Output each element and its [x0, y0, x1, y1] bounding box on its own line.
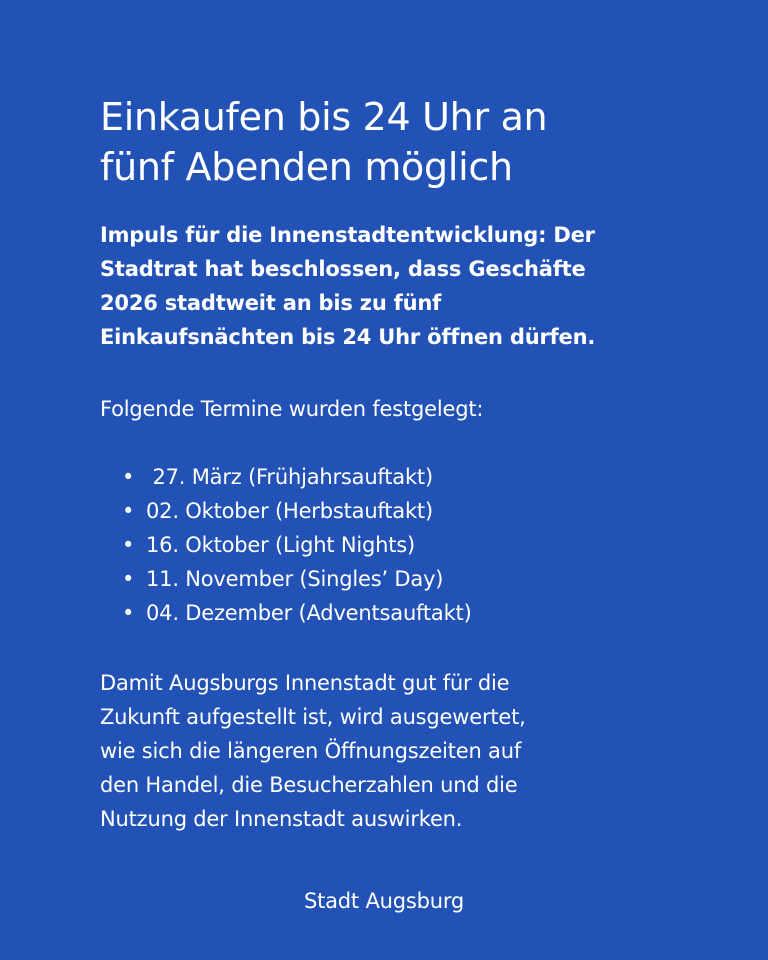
date-text: 11. November (Singles’ Day) — [146, 567, 444, 591]
closing-paragraph — [100, 666, 700, 836]
lead-paragraph — [100, 218, 700, 354]
date-text: 16. Oktober (Light Nights) — [146, 533, 416, 557]
publisher-signature: Stadt Augsburg — [303, 889, 465, 913]
closing-line-5: Nutzung der Innenstadt auswirken. — [100, 807, 463, 831]
date-item — [122, 528, 700, 562]
closing-line-4: den Handel, die Besucherzahlen und die — [100, 773, 518, 797]
closing-line-3: wie sich die längeren Öffnungszeiten auf — [100, 739, 522, 763]
date-text: 04. Dezember (Adventsauftakt) — [146, 601, 472, 625]
lead-line-3: 2026 stadtweit an bis zu fünf — [100, 291, 442, 315]
date-item — [122, 460, 700, 494]
post-content — [100, 92, 700, 836]
bullet-icon: • — [122, 533, 135, 557]
lead-line-1: Impuls für die Innenstadtentwicklung: Der — [100, 223, 595, 247]
closing-line-1: Damit Augsburgs Innenstadt gut für die — [100, 671, 510, 695]
dates-intro: Folgende Termine wurden festgelegt: — [100, 397, 484, 421]
headline — [100, 92, 700, 192]
date-item — [122, 596, 700, 630]
closing-line-2: Zukunft aufgestellt ist, wird ausgewertet, — [100, 705, 526, 729]
bullet-icon: • — [122, 567, 135, 591]
bullet-icon: • — [122, 499, 135, 523]
bullet-icon: • — [122, 601, 135, 625]
headline-line-2: fünf Abenden möglich — [100, 145, 513, 189]
lead-line-2: Stadtrat hat beschlossen, dass Geschäfte — [100, 257, 586, 281]
lead-line-4: Einkaufsnächten bis 24 Uhr öffnen dürfen. — [100, 325, 596, 349]
dates-list — [100, 460, 700, 630]
date-item — [122, 494, 700, 528]
headline-line-1: Einkaufen bis 24 Uhr an — [100, 95, 548, 139]
date-text: 27. März (Frühjahrsauftakt) — [146, 465, 433, 489]
date-item — [122, 562, 700, 596]
date-text: 02. Oktober (Herbstauftakt) — [146, 499, 433, 523]
bullet-icon: • — [122, 465, 135, 489]
